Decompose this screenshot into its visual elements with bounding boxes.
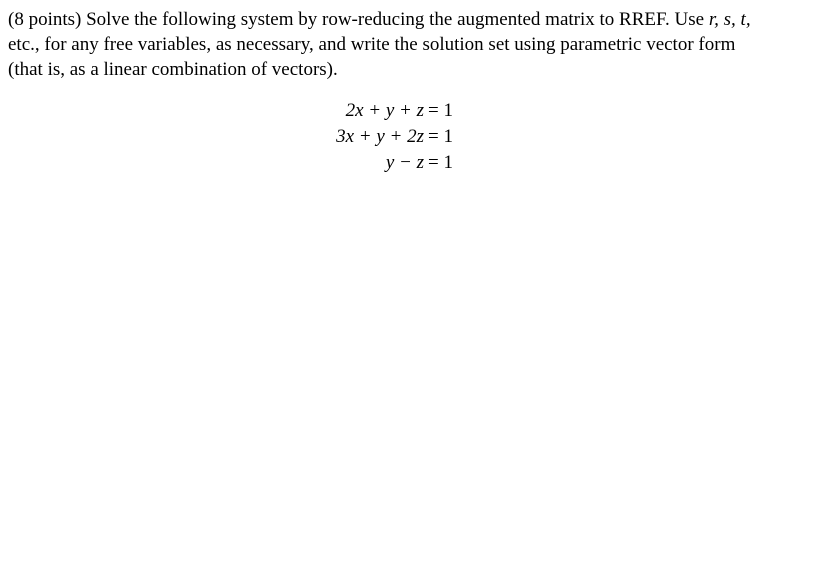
equation-lhs: y − z (385, 152, 424, 173)
equation-row (300, 98, 460, 124)
problem-text-1: (8 points) Solve the following system by row-reducing the augmented matrix to RREF. Use (8, 9, 709, 30)
problem-line-3: (that is, as a linear combination of vectors). (8, 59, 338, 80)
free-variable-names: r, s, t, (708, 9, 751, 30)
equation-system (300, 98, 460, 176)
equation-rhs: = 1 (428, 152, 453, 173)
problem-line-2: etc., for any free variables, as necessary, and write the solution set using parametric vector form (8, 34, 736, 55)
problem-line-1 (8, 7, 826, 32)
equation-rhs: = 1 (428, 100, 453, 121)
problem-statement (8, 7, 826, 82)
equation-lhs: 2x + y + z (345, 100, 424, 121)
equation-rhs: = 1 (428, 126, 453, 147)
equation-row (300, 124, 460, 150)
equation-lhs: 3x + y + 2z (336, 126, 424, 147)
equation-row (300, 150, 460, 176)
